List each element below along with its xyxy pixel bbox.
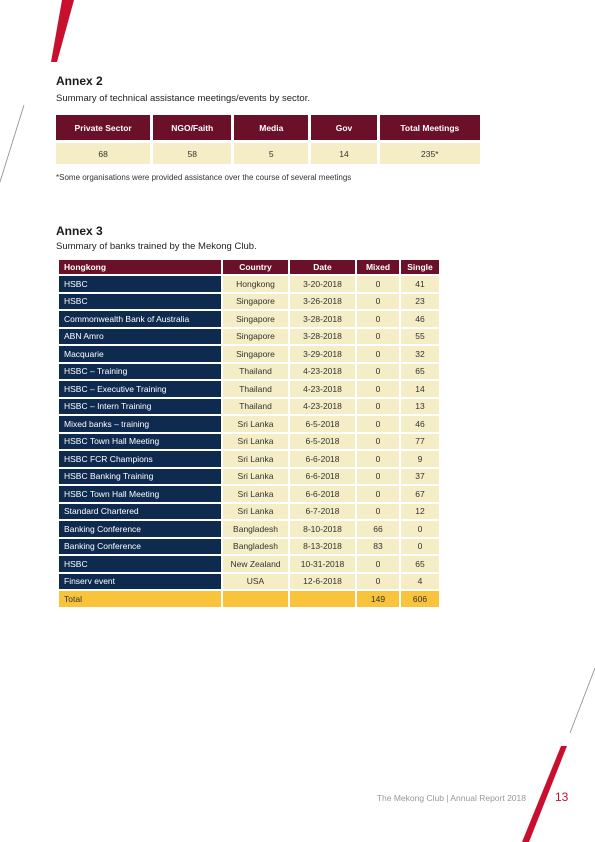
table-cell: HSBC – Executive Training bbox=[59, 381, 221, 397]
table-cell: Sri Lanka bbox=[223, 469, 288, 485]
table-cell: 65 bbox=[401, 556, 439, 572]
table-row bbox=[59, 451, 439, 467]
table-cell: Macquarie bbox=[59, 346, 221, 362]
table-cell: 10-31-2018 bbox=[290, 556, 355, 572]
annex3-table bbox=[57, 258, 441, 609]
table-cell: 0 bbox=[357, 469, 399, 485]
table-cell: 606 bbox=[401, 591, 439, 607]
table-cell: 6-5-2018 bbox=[290, 434, 355, 450]
annex2-header-cell: Media bbox=[234, 115, 308, 140]
page-number: 13 bbox=[555, 790, 569, 804]
table-cell: Sri Lanka bbox=[223, 451, 288, 467]
annex2-value-cell: 235* bbox=[380, 143, 480, 164]
annex2-value-cell: 5 bbox=[234, 143, 308, 164]
table-cell: 6-6-2018 bbox=[290, 469, 355, 485]
table-cell: 3-28-2018 bbox=[290, 329, 355, 345]
annex3-subtitle: Summary of banks trained by the Mekong Club. bbox=[56, 241, 257, 252]
table-row bbox=[59, 434, 439, 450]
table-cell: Bangladesh bbox=[223, 521, 288, 537]
table-cell: Singapore bbox=[223, 311, 288, 327]
table-cell: 0 bbox=[357, 381, 399, 397]
table-cell: 3-28-2018 bbox=[290, 311, 355, 327]
table-row bbox=[59, 556, 439, 572]
table-cell: 14 bbox=[401, 381, 439, 397]
table-cell: 0 bbox=[401, 521, 439, 537]
table-cell: 149 bbox=[357, 591, 399, 607]
table-cell: 0 bbox=[357, 399, 399, 415]
table-cell: 0 bbox=[401, 539, 439, 555]
table-cell: 0 bbox=[357, 434, 399, 450]
table-cell: 0 bbox=[357, 364, 399, 380]
table-cell: 3-29-2018 bbox=[290, 346, 355, 362]
table-row bbox=[59, 311, 439, 327]
table-cell: 9 bbox=[401, 451, 439, 467]
table-cell: 0 bbox=[357, 574, 399, 590]
table-cell: 13 bbox=[401, 399, 439, 415]
table-row bbox=[59, 346, 439, 362]
table-cell: 65 bbox=[401, 364, 439, 380]
table-cell: 6-6-2018 bbox=[290, 486, 355, 502]
table-cell: 77 bbox=[401, 434, 439, 450]
table-cell: 23 bbox=[401, 294, 439, 310]
table-cell: 6-6-2018 bbox=[290, 451, 355, 467]
table-cell: Commonwealth Bank of Australia bbox=[59, 311, 221, 327]
table-cell: 46 bbox=[401, 311, 439, 327]
table-cell: HSBC Town Hall Meeting bbox=[59, 434, 221, 450]
annex3-table-body bbox=[59, 276, 439, 607]
annex2-footnote: *Some organisations were provided assistance over the course of several meetings bbox=[56, 173, 352, 182]
table-row bbox=[59, 469, 439, 485]
table-cell: Banking Conference bbox=[59, 521, 221, 537]
annex2-header-cell: Private Sector bbox=[56, 115, 150, 140]
table-cell: Sri Lanka bbox=[223, 416, 288, 432]
table-cell: 0 bbox=[357, 294, 399, 310]
table-cell: 46 bbox=[401, 416, 439, 432]
annex3-header-cell: Mixed bbox=[357, 260, 399, 274]
table-cell: 41 bbox=[401, 276, 439, 292]
annex3-header-cell: Date bbox=[290, 260, 355, 274]
table-cell: 12 bbox=[401, 504, 439, 520]
table-cell: HSBC bbox=[59, 276, 221, 292]
table-cell: 0 bbox=[357, 346, 399, 362]
table-cell: 83 bbox=[357, 539, 399, 555]
total-row bbox=[59, 591, 439, 607]
footer-text: The Mekong Club | Annual Report 2018 bbox=[376, 793, 526, 803]
table-cell: 32 bbox=[401, 346, 439, 362]
annex3-header-cell: Single bbox=[401, 260, 439, 274]
table-cell: 3-20-2018 bbox=[290, 276, 355, 292]
table-cell: 66 bbox=[357, 521, 399, 537]
table-cell: 0 bbox=[357, 276, 399, 292]
table-cell: Thailand bbox=[223, 381, 288, 397]
annex2-header-cell: Total Meetings bbox=[380, 115, 480, 140]
table-cell: Thailand bbox=[223, 399, 288, 415]
annex3-title: Annex 3 bbox=[56, 224, 103, 238]
table-cell: Banking Conference bbox=[59, 539, 221, 555]
table-cell: Singapore bbox=[223, 346, 288, 362]
table-cell: Thailand bbox=[223, 364, 288, 380]
table-cell: Singapore bbox=[223, 329, 288, 345]
annex2-value-cell: 58 bbox=[153, 143, 231, 164]
table-row bbox=[59, 399, 439, 415]
table-cell: 4-23-2018 bbox=[290, 364, 355, 380]
table-cell: Mixed banks – training bbox=[59, 416, 221, 432]
annex2-value-cell: 14 bbox=[311, 143, 376, 164]
table-cell: Sri Lanka bbox=[223, 486, 288, 502]
table-cell: HSBC FCR Champions bbox=[59, 451, 221, 467]
annex2-title: Annex 2 bbox=[56, 74, 103, 88]
table-cell: 6-7-2018 bbox=[290, 504, 355, 520]
table-cell: Hongkong bbox=[223, 276, 288, 292]
table-cell: Sri Lanka bbox=[223, 434, 288, 450]
table-row bbox=[59, 294, 439, 310]
table-cell: New Zealand bbox=[223, 556, 288, 572]
table-cell: 4-23-2018 bbox=[290, 381, 355, 397]
table-cell: 0 bbox=[357, 504, 399, 520]
table-cell: 67 bbox=[401, 486, 439, 502]
table-row bbox=[59, 521, 439, 537]
table-cell: HSBC bbox=[59, 556, 221, 572]
table-cell: USA bbox=[223, 574, 288, 590]
annex2-value-cell: 68 bbox=[56, 143, 150, 164]
annex2-header-cell: NGO/Faith bbox=[153, 115, 231, 140]
table-cell: HSBC – Training bbox=[59, 364, 221, 380]
table-row bbox=[59, 504, 439, 520]
table-row bbox=[59, 364, 439, 380]
table-cell: 8-10-2018 bbox=[290, 521, 355, 537]
table-cell: 55 bbox=[401, 329, 439, 345]
table-row bbox=[59, 416, 439, 432]
table-row bbox=[59, 329, 439, 345]
annex3-header-row bbox=[59, 260, 439, 274]
table-cell: 6-5-2018 bbox=[290, 416, 355, 432]
table-cell: 0 bbox=[357, 451, 399, 467]
table-cell: Singapore bbox=[223, 294, 288, 310]
table-cell: 12-6-2018 bbox=[290, 574, 355, 590]
table-cell: 0 bbox=[357, 416, 399, 432]
table-cell: 37 bbox=[401, 469, 439, 485]
table-cell: Finserv event bbox=[59, 574, 221, 590]
table-cell: 0 bbox=[357, 556, 399, 572]
table-cell bbox=[223, 591, 288, 607]
table-cell: HSBC – Intern Training bbox=[59, 399, 221, 415]
table-cell: 3-26-2018 bbox=[290, 294, 355, 310]
table-row bbox=[59, 276, 439, 292]
table-cell: HSBC Town Hall Meeting bbox=[59, 486, 221, 502]
annex2-table bbox=[53, 112, 483, 167]
table-cell: HSBC Banking Training bbox=[59, 469, 221, 485]
table-cell: 0 bbox=[357, 486, 399, 502]
table-row bbox=[59, 574, 439, 590]
annex3-header-cell: Hongkong bbox=[59, 260, 221, 274]
annex3-header-cell: Country bbox=[223, 260, 288, 274]
table-cell: Bangladesh bbox=[223, 539, 288, 555]
annex2-subtitle: Summary of technical assistance meetings/events by sector. bbox=[56, 93, 310, 104]
table-cell: Standard Chartered bbox=[59, 504, 221, 520]
table-row bbox=[59, 486, 439, 502]
table-cell bbox=[290, 591, 355, 607]
table-cell: 4-23-2018 bbox=[290, 399, 355, 415]
table-cell: 0 bbox=[357, 329, 399, 345]
table-cell: ABN Amro bbox=[59, 329, 221, 345]
table-cell: Total bbox=[59, 591, 221, 607]
table-cell: 0 bbox=[357, 311, 399, 327]
table-row bbox=[59, 381, 439, 397]
annex2-value-row bbox=[56, 143, 480, 164]
table-cell: HSBC bbox=[59, 294, 221, 310]
table-cell: 4 bbox=[401, 574, 439, 590]
annex2-header-cell: Gov bbox=[311, 115, 376, 140]
table-cell: Sri Lanka bbox=[223, 504, 288, 520]
annex2-header-row bbox=[56, 115, 480, 140]
table-row bbox=[59, 539, 439, 555]
table-cell: 8-13-2018 bbox=[290, 539, 355, 555]
